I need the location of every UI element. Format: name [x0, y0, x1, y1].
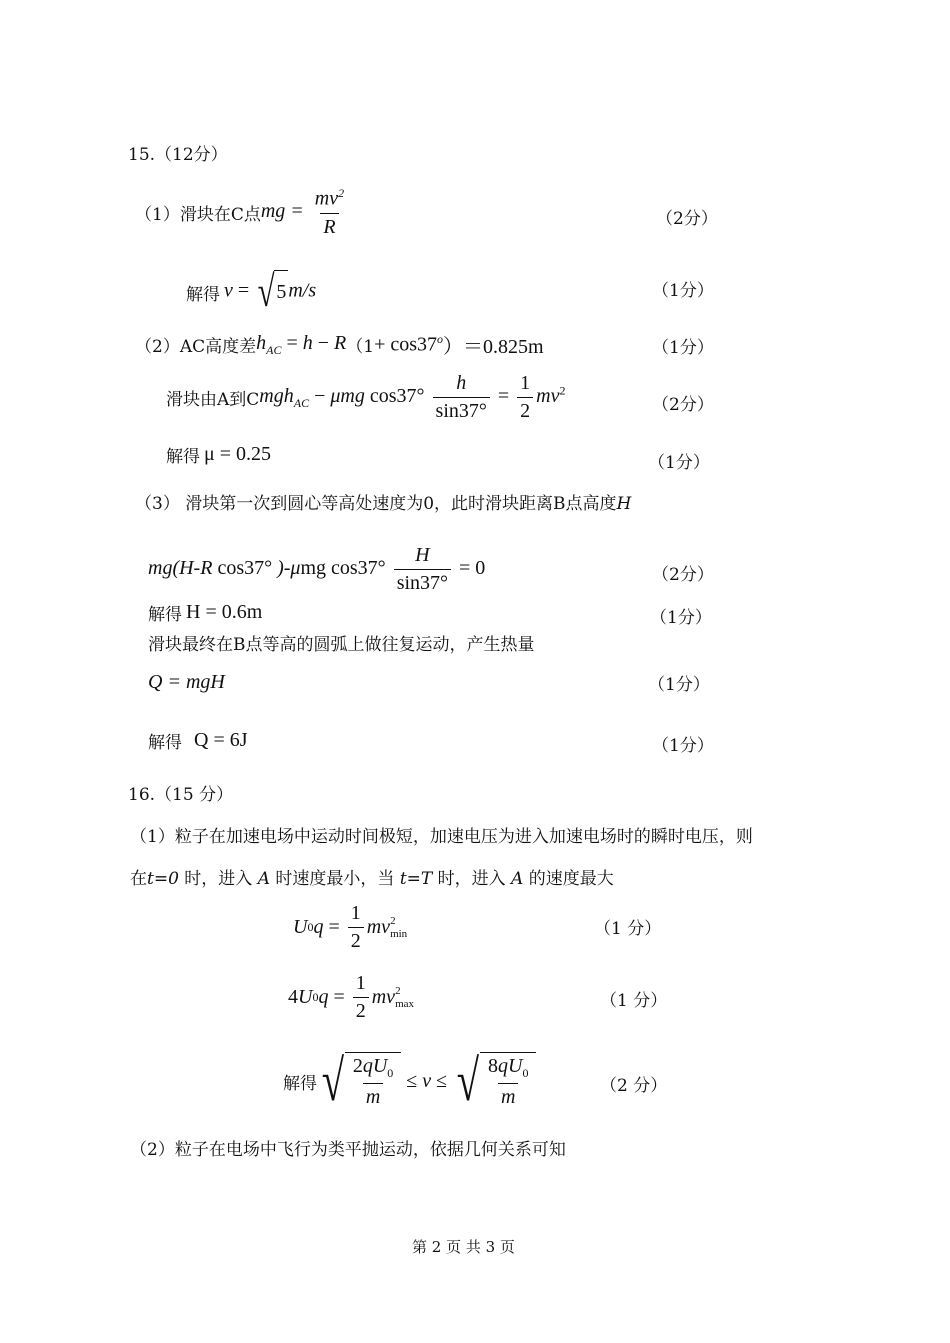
q16-p1-b2: t=0 — [147, 869, 179, 889]
q15-p3-text — [135, 489, 631, 514]
q15-p1-equation: mg = $\frac{mv^2}{R}$ — [260, 186, 345, 238]
q16-eq3-label: 解得 — [283, 1073, 317, 1094]
q16-p1-b5: 时速度最小，当 — [270, 869, 395, 889]
q16-header: 16.（15 分） — [128, 785, 234, 805]
q15-p3-sol-score: （1分） — [650, 608, 712, 628]
q15-p1-line — [135, 186, 350, 239]
q16-eq2: 4 U 0 q = $\frac{1}{2}$ mv 2 max — [288, 972, 415, 1022]
q15-p2-line — [135, 330, 544, 359]
q15-p3-equation — [148, 544, 485, 595]
q15-p1-sol-score: （1分） — [652, 281, 714, 301]
q15-p2c-line — [166, 442, 271, 467]
q16-p2-text: （2）粒子在电场中飞行为类平抛运动，依据几何关系可知 — [130, 1140, 566, 1160]
q15-p2b-score: （2分） — [652, 395, 714, 415]
q15-p2-label: （2）AC高度差 — [135, 337, 257, 357]
q16-p1-b3: 时，进入 — [178, 869, 253, 889]
q16-eq1-score: （1 分） — [594, 919, 662, 939]
q16-p1-b1: 在 — [130, 869, 147, 889]
q16-p1-b4: A — [257, 869, 270, 889]
q16-p1-b8: A — [511, 869, 524, 889]
q16-p1-text-a: （1）粒子在加速电场中运动时间极短，加速电压为进入加速电场时的瞬时电压，则 — [130, 827, 753, 847]
q15-p2-score: （1分） — [652, 338, 714, 358]
q15-p1-score: （2分） — [656, 209, 718, 229]
q15-header: 15.（12分） — [128, 145, 228, 165]
q15-p2-end: ）＝0.825m — [443, 336, 544, 358]
q15-p2-mid: （1 — [346, 337, 375, 357]
q16-p1-text-b — [130, 864, 614, 889]
q15-p3-sol-label: 解得 — [148, 605, 182, 625]
q16-eq3-score: （2 分） — [600, 1076, 668, 1096]
q15-p2c-label: 解得 — [166, 447, 200, 467]
page-footer: 第 2 页 共 3 页 — [412, 1238, 515, 1256]
q15-p2b-label: 滑块由A到C — [166, 390, 260, 410]
q16-eq1: U 0 q = $\frac{1}{2}$ mv 2 min — [293, 902, 408, 952]
q15-p3-sol-value: H = 0.6m — [186, 601, 263, 623]
q15-p3-final-line — [148, 728, 248, 753]
q15-p3-eq-score: （2分） — [652, 565, 714, 585]
q15-p3-eq-body: mg(H-R cos37° )-μmg cos37° $\frac{H}{\sin 37^\circ}$ = 0 — [148, 544, 486, 594]
q15-p3-final-score: （1分） — [652, 736, 714, 756]
q15-p3-q-equation: Q = mgH — [148, 671, 225, 693]
q15-p3-text-var: H — [616, 494, 632, 514]
q16-eq2-score: （1 分） — [600, 991, 668, 1011]
q16-eq3 — [283, 1048, 536, 1113]
q15-p1-solution — [186, 267, 317, 316]
q15-p3-text-a: （3） 滑块第一次到圆心等高处速度为0，此时滑块距离B点高度 — [135, 494, 617, 514]
q15-p3-q-score: （1分） — [648, 675, 710, 695]
q15-p2c-score: （1分） — [648, 453, 710, 473]
q15-p1-sol-label: 解得 — [186, 284, 220, 305]
q15-p2-equation: $h_{AC} = h - R$ — [256, 331, 347, 357]
q15-p2-cos: + $\cos 37^o$ — [374, 332, 444, 356]
q15-p3-sol-line — [148, 600, 262, 625]
q16-p1-b6: t=T — [399, 869, 433, 889]
q16-p1-b9: 的速度最大 — [523, 869, 614, 889]
q15-p1-sol-equation: v = √ 5 m/s — [224, 267, 317, 316]
q16-p1-b7: 时，进入 — [432, 869, 506, 889]
q15-p3-final-label: 解得 — [148, 733, 182, 753]
q15-p2b-equation: mgh$_{AC}$ − μmg cos37° $\frac{h}{\sin 37^\circ}$ = $\frac{1}{2}$ $mv^2$ — [259, 372, 566, 422]
q15-p2b-line — [166, 372, 565, 423]
q16-eq3-body: √ $\frac{2qU_0}{m}$ ≤ v ≤ √ $\frac{8qU_0}{m}$ — [317, 1052, 536, 1110]
q15-p3-final-value: Q = 6J — [194, 729, 248, 751]
q15-p3-text-b: 滑块最终在B点等高的圆弧上做往复运动，产生热量 — [148, 635, 535, 655]
q15-p1-label: （1）滑块在C点 — [135, 204, 261, 225]
q15-p2c-value: μ = 0.25 — [204, 443, 272, 465]
